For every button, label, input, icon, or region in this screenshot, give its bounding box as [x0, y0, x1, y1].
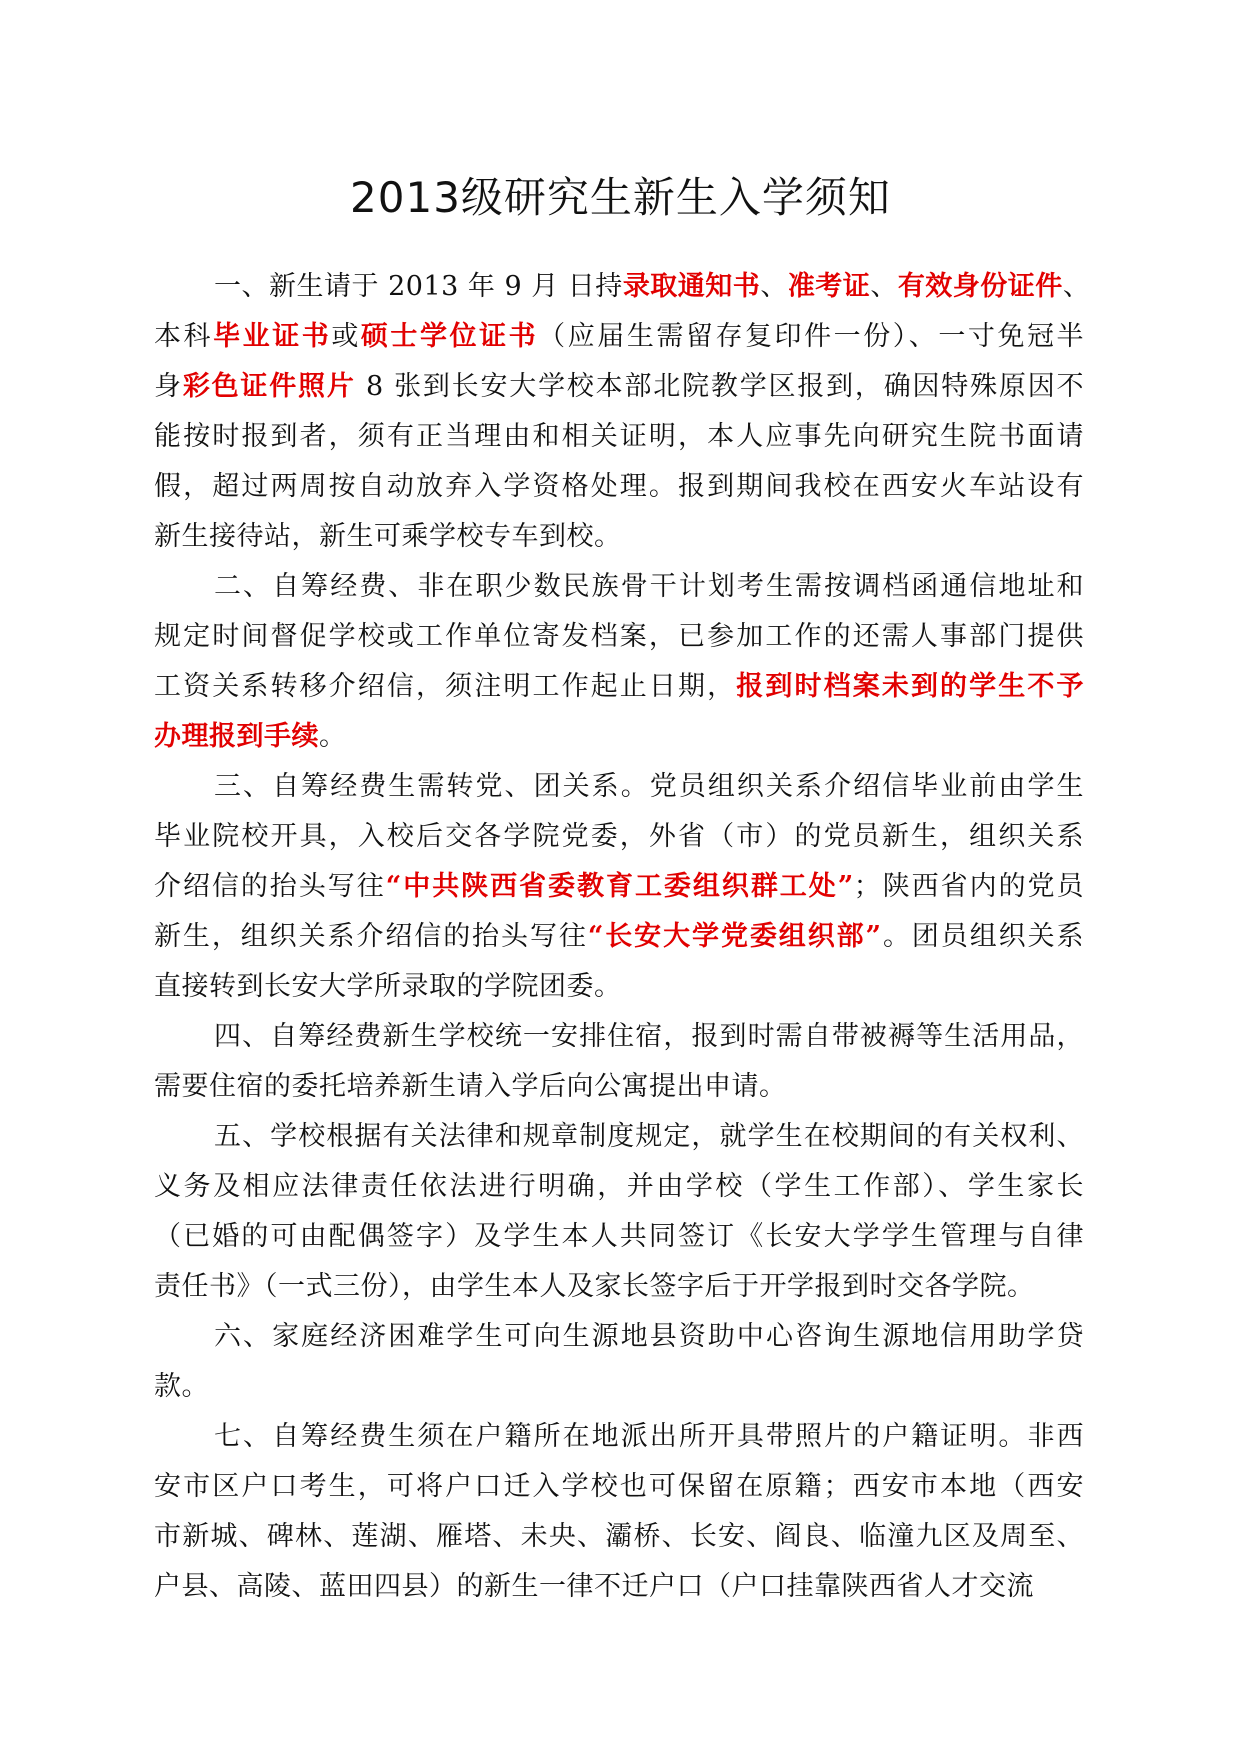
text-segment: 新生，组织关系介绍信的抬头写往	[154, 921, 588, 952]
text-segment: 三、自筹经费生需转党、团关系。党员组织关系介绍信毕业前由学生	[214, 771, 1084, 802]
text-segment: 、	[1062, 271, 1091, 302]
text-line	[154, 1062, 1084, 1112]
text-line	[154, 1162, 1084, 1212]
text-segment: 责任书》（一式三份），由学生本人及家长签字后于开学报到时交各学院。	[154, 1271, 1035, 1302]
text-line	[154, 1212, 1084, 1262]
text-line	[154, 1312, 1084, 1362]
text-segment: 8 张到长安大学校本部北院教学区报到，确因特殊原因不	[355, 371, 1085, 402]
text-segment: 款。	[154, 1371, 209, 1402]
text-line	[154, 1462, 1084, 1512]
highlighted-text: 准考证	[787, 271, 871, 302]
text-segment: 七、自筹经费生须在户籍所在地派出所开具带照片的户籍证明。非西	[214, 1421, 1084, 1452]
paragraph-2	[154, 562, 1084, 762]
text-line	[154, 962, 1084, 1012]
text-segment: 工资关系转移介绍信，须注明工作起止日期，	[154, 671, 737, 702]
text-segment: 义务及相应法律责任依法进行明确，并由学校（学生工作部）、学生家长	[154, 1171, 1084, 1202]
highlighted-text: 彩色证件照片	[182, 371, 356, 402]
text-segment: 假，超过两周按自动放弃入学资格处理。报到期间我校在西安火车站设有	[154, 471, 1084, 502]
text-segment: 。	[319, 721, 347, 752]
highlighted-text: 硕士学位证书	[360, 321, 539, 352]
paragraph-1	[154, 262, 1091, 562]
text-line	[154, 712, 1084, 762]
paragraph-5	[154, 1112, 1084, 1312]
text-line	[154, 512, 1084, 562]
paragraph-4	[154, 1012, 1084, 1112]
text-line	[154, 762, 1084, 812]
text-segment: 安市区户口考生，可将户口迁入学校也可保留在原籍；西安市本地（西安	[154, 1471, 1084, 1502]
text-line	[154, 562, 1084, 612]
text-line	[154, 262, 1091, 312]
text-segment: 五、学校根据有关法律和规章制度规定，就学生在校期间的有关权利、	[214, 1121, 1084, 1152]
text-segment: 或	[331, 321, 361, 352]
text-line	[154, 462, 1084, 512]
text-line	[154, 612, 1084, 662]
text-segment: （应届生需留存复印件一份）、一寸免冠半	[538, 321, 1085, 352]
text-segment: 。团员组织关系	[881, 921, 1085, 952]
text-line	[154, 312, 1084, 362]
text-line	[154, 812, 1084, 862]
highlighted-text: 办理报到手续	[154, 721, 319, 752]
text-segment: 需要住宿的委托培养新生请入学后向公寓提出申请。	[154, 1071, 787, 1102]
text-line	[154, 1112, 1084, 1162]
text-segment: 能按时报到者，须有正当理由和相关证明，本人应事先向研究生院书面请	[154, 421, 1084, 452]
text-segment: 二、自筹经费、非在职少数民族骨干计划考生需按调档函通信地址和	[214, 571, 1084, 602]
highlighted-text: 毕业证书	[213, 321, 332, 352]
text-segment: 、	[760, 271, 788, 302]
text-line	[154, 412, 1084, 462]
text-segment: 四、自筹经费新生学校统一安排住宿，报到时需自带被褥等生活用品，	[214, 1021, 1084, 1052]
text-line	[154, 1512, 1084, 1562]
text-segment: 规定时间督促学校或工作单位寄发档案，已参加工作的还需人事部门提供	[154, 621, 1084, 652]
text-line	[154, 862, 1084, 912]
text-segment: 新生接待站，新生可乘学校专车到校。	[154, 521, 622, 552]
text-segment: 直接转到长安大学所录取的学院团委。	[154, 971, 622, 1002]
paragraph-3	[154, 762, 1084, 1012]
text-segment: 、	[870, 271, 898, 302]
text-line	[154, 1412, 1084, 1462]
text-segment: 户县、高陵、蓝田四县）的新生一律不迁户口（户口挂靠陕西省人才交流	[154, 1571, 1034, 1602]
highlighted-text: 录取通知书	[622, 271, 761, 302]
highlighted-text: “中共陕西省委教育工委组织群工处”	[385, 871, 854, 902]
text-segment: 介绍信的抬头写往	[154, 871, 386, 902]
text-line	[154, 662, 1084, 712]
text-line	[154, 362, 1084, 412]
text-line	[154, 912, 1084, 962]
text-segment: 本科	[154, 321, 214, 352]
paragraph-6	[154, 1312, 1084, 1412]
document-body	[154, 262, 1091, 1612]
text-line	[154, 1362, 1084, 1412]
text-line	[154, 1562, 1084, 1612]
highlighted-text: 报到时档案未到的学生不予	[736, 671, 1085, 702]
highlighted-text: “长安大学党委组织部”	[587, 921, 882, 952]
text-segment: （已婚的可由配偶签字）及学生本人共同签订《长安大学学生管理与自律	[154, 1221, 1084, 1252]
text-line	[154, 1262, 1084, 1312]
text-segment: 市新城、碑林、莲湖、雁塔、未央、灞桥、长安、阎良、临潼九区及周至、	[154, 1521, 1084, 1552]
text-segment: 一、新生请于 2013 年 9 月 日持	[214, 271, 623, 302]
text-line	[154, 1012, 1084, 1062]
text-segment: 六、家庭经济困难学生可向生源地县资助中心咨询生源地信用助学贷	[214, 1321, 1084, 1352]
text-segment: 毕业院校开具，入校后交各学院党委，外省（市）的党员新生，组织关系	[154, 821, 1084, 852]
document-title: 2013级研究生新生入学须知	[350, 173, 891, 222]
text-segment: 身	[154, 371, 183, 402]
text-segment: ；陕西省内的党员	[853, 871, 1085, 902]
highlighted-text: 有效身份证件	[897, 271, 1063, 302]
paragraph-7	[154, 1412, 1084, 1612]
